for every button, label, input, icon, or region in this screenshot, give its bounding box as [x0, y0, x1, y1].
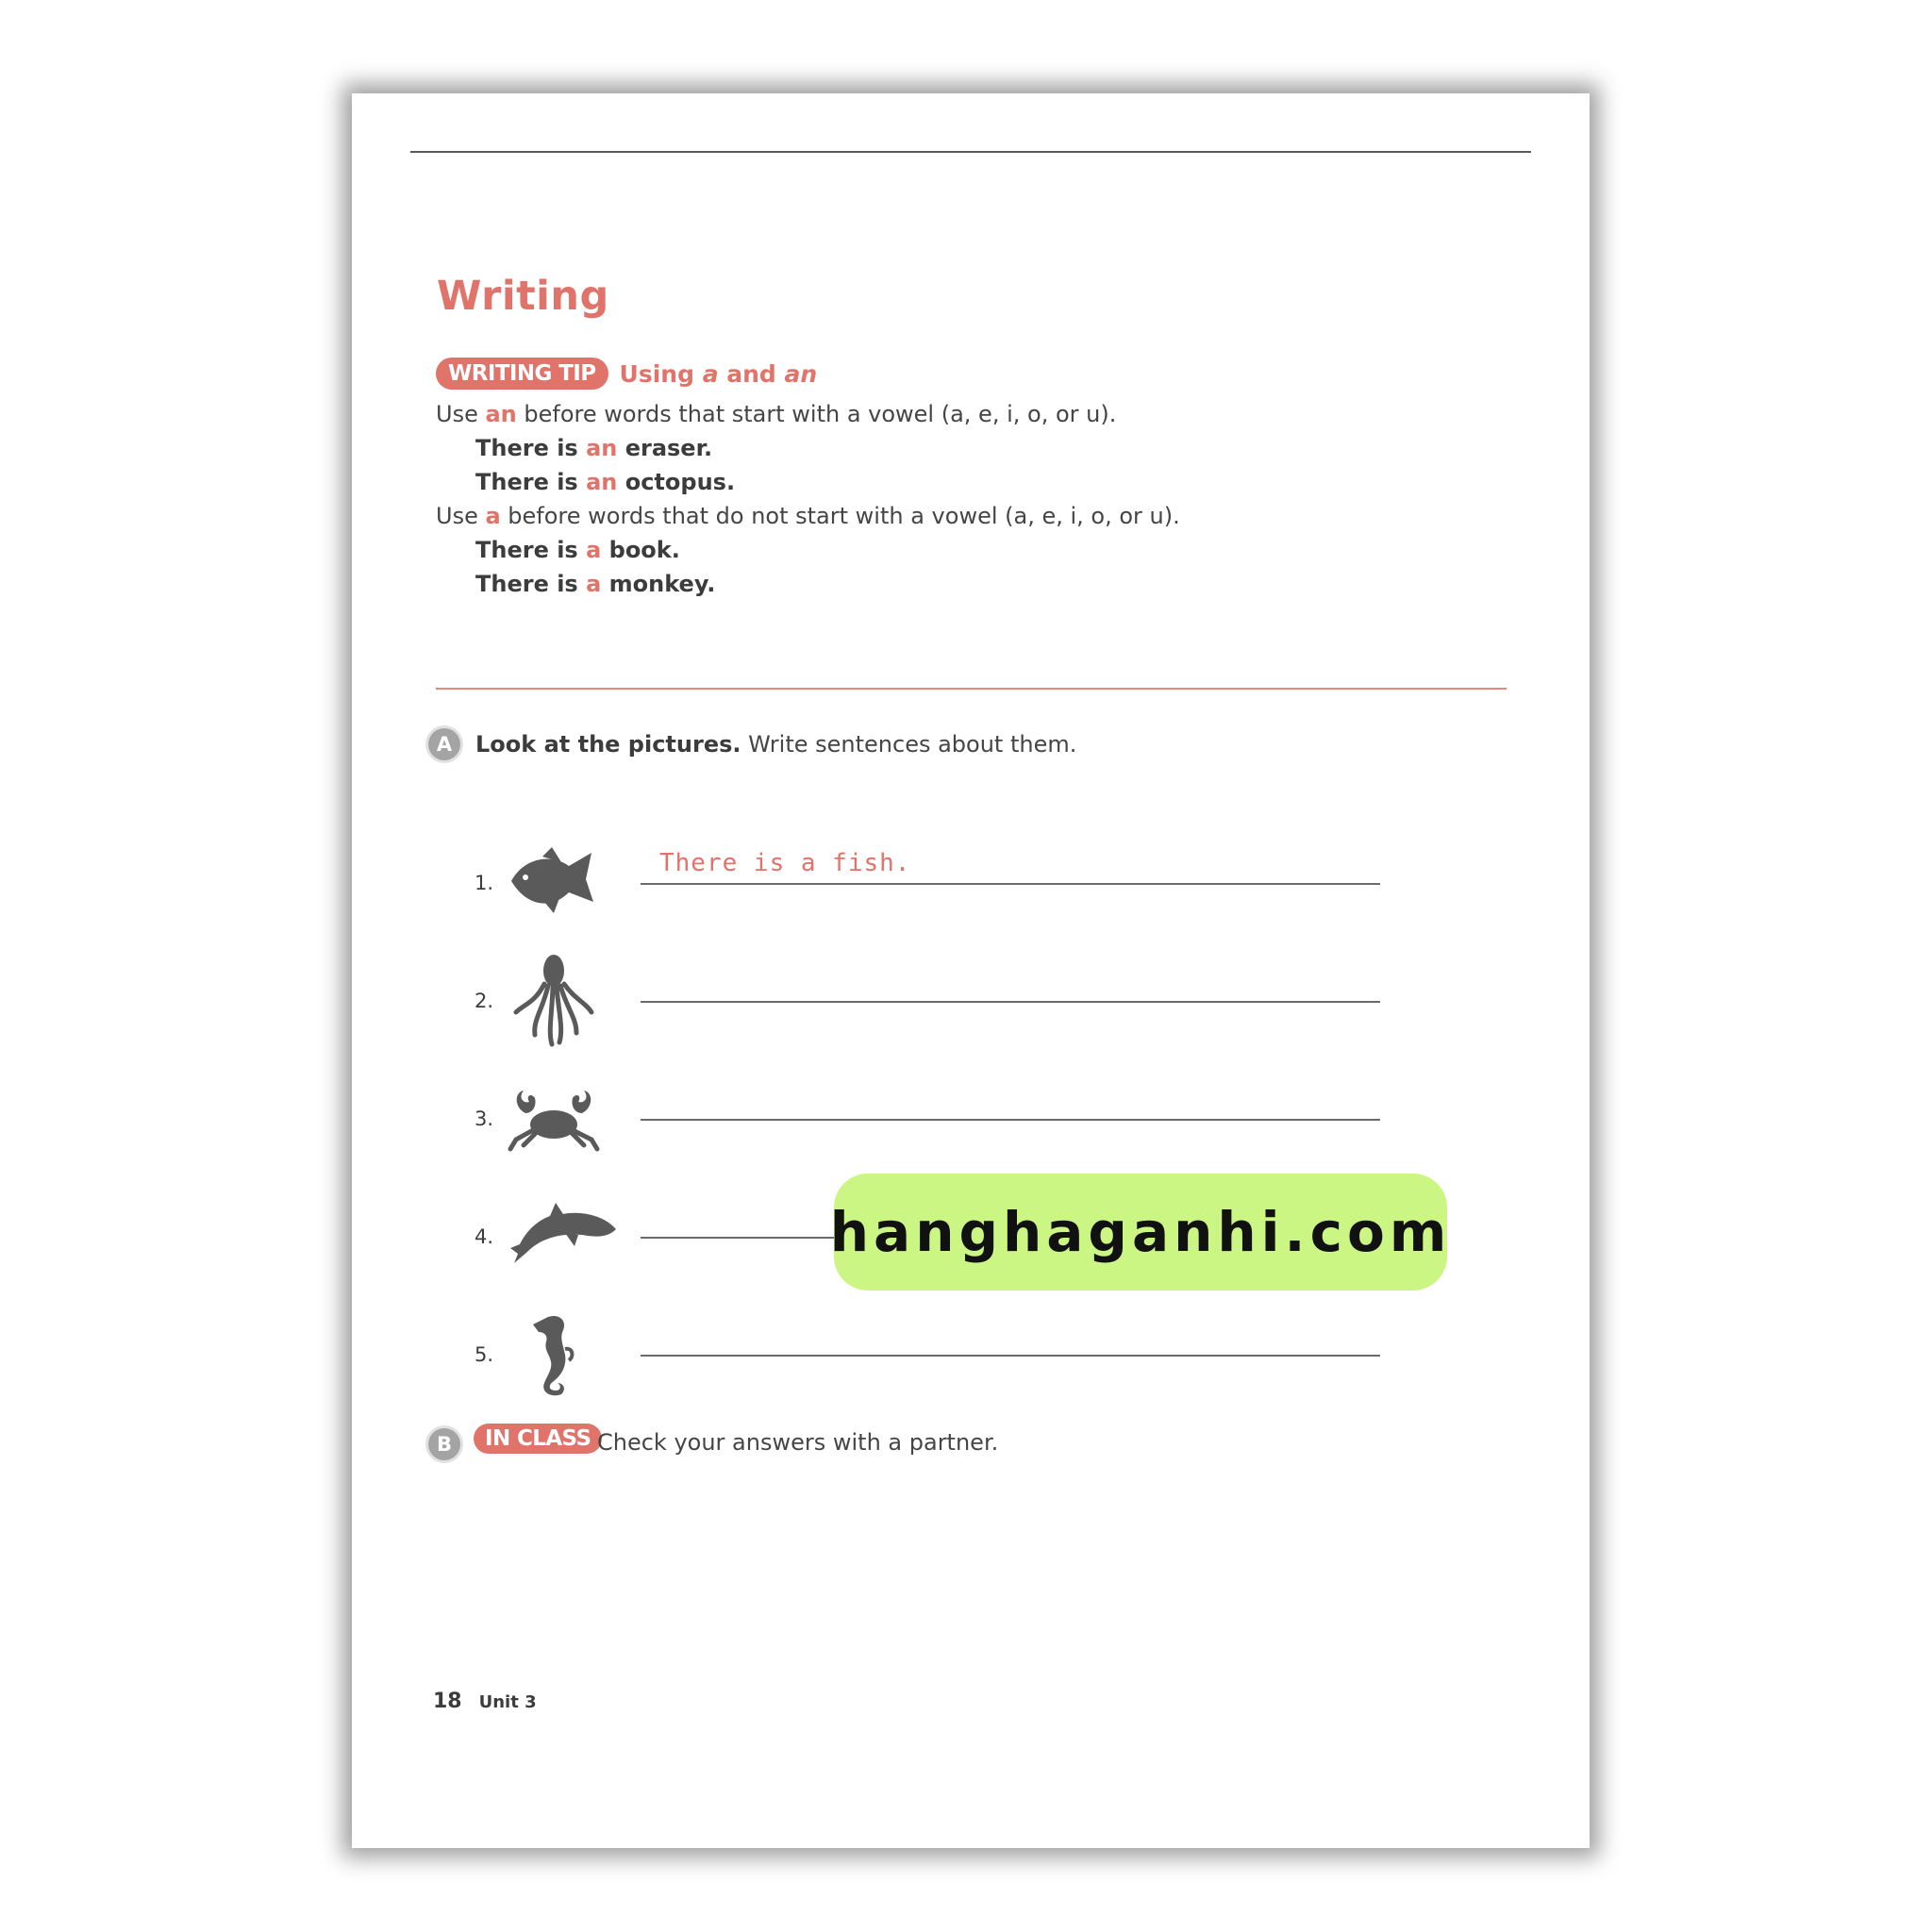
exercise-b-instruction: Check your answers with a partner.	[597, 1429, 999, 1456]
fish-icon	[507, 843, 601, 919]
example-book: There is a book.	[475, 537, 680, 563]
handwritten-answer: There is a fish.	[659, 849, 911, 877]
section-title: Writing	[437, 273, 609, 320]
watermark-badge: hanghaganhi.com	[834, 1174, 1447, 1291]
exercise-a-instruction: Look at the pictures. Write sentences about them.	[475, 731, 1077, 758]
workbook-page	[352, 93, 1590, 1848]
in-class-badge: IN CLASS	[474, 1424, 602, 1454]
page-number: 18	[433, 1690, 462, 1713]
example-eraser: There is an eraser.	[475, 435, 713, 461]
example-octopus: There is an octopus.	[475, 469, 736, 495]
example-monkey: There is a monkey.	[475, 571, 716, 597]
tip-separator	[436, 688, 1507, 690]
item-number: 5.	[475, 1343, 494, 1366]
answer-line[interactable]	[641, 1001, 1380, 1003]
item-number: 4.	[475, 1225, 494, 1248]
seahorse-icon	[507, 1307, 601, 1398]
dolphin-icon	[507, 1201, 620, 1267]
top-rule	[410, 151, 1531, 153]
item-number: 2.	[475, 990, 494, 1012]
exercise-b-label: B	[428, 1428, 460, 1460]
item-number: 3.	[475, 1108, 494, 1130]
exercise-a-label: A	[428, 728, 460, 760]
answer-line[interactable]	[641, 1355, 1380, 1357]
answer-line[interactable]	[641, 1119, 1380, 1121]
page-footer	[433, 1690, 537, 1713]
unit-label: Unit 3	[478, 1692, 537, 1712]
writing-tip	[436, 355, 817, 392]
item-number: 1.	[475, 872, 494, 894]
octopus-icon	[507, 950, 601, 1048]
rule-a: Use a before words that do not start with a vowel (a, e, i, o, or u).	[436, 503, 1180, 529]
crab-icon	[507, 1087, 601, 1153]
exercise-item-2	[352, 952, 1590, 1056]
writing-tip-title: Using a and an	[619, 359, 818, 388]
exercise-item-3	[352, 1070, 1590, 1174]
exercise-item-5	[352, 1306, 1590, 1409]
answer-line[interactable]	[641, 883, 1380, 885]
rule-an: Use an before words that start with a vowel (a, e, i, o, or u).	[436, 401, 1117, 427]
exercise-item-1	[352, 834, 1590, 938]
writing-tip-badge: WRITING TIP	[436, 358, 608, 390]
